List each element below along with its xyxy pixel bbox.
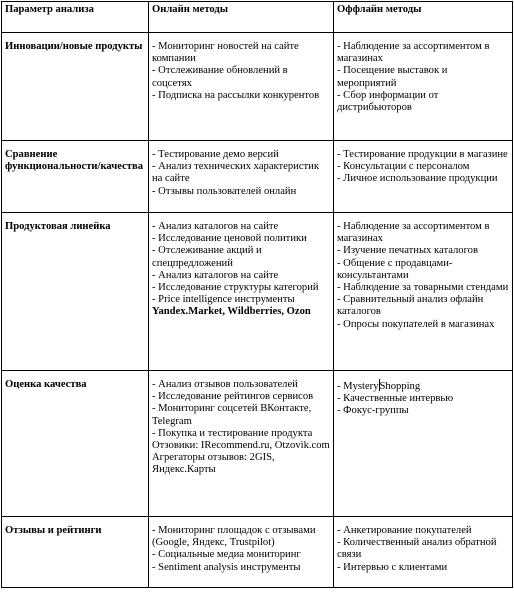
list-item: - Анализ каталогов на сайте (152, 221, 279, 232)
list-item: - Мониторинг площадок с отзывами (Google, Яндекс, Trustpilot) (152, 525, 316, 549)
list-item: - Отслеживание обновлений в соцсетях (152, 65, 288, 89)
table-row (2, 141, 513, 213)
table-row (2, 371, 513, 517)
param-cell (2, 141, 149, 213)
list-item: - Фокус-группы (337, 405, 409, 417)
online-cell (149, 517, 334, 588)
list-item: - Наблюдение за товарными стендами (337, 282, 509, 294)
list-item: - Отзывы пользователей онлайн (152, 185, 297, 197)
marketplace-list: Yandex.Market, Wildberries, Ozon (152, 306, 311, 318)
list-item: - Исследование рейтингов сервисов (152, 391, 314, 403)
param-cell (2, 213, 149, 371)
list-item: - Наблюдение за ассортиментом в магазинах (337, 221, 490, 245)
list-item: - Тестирование демо версий (152, 149, 279, 160)
list-item: - Тестирование продукции в магазине (337, 149, 508, 160)
param-cell (2, 517, 149, 588)
list-item: - Сравнительный анализ офлайн каталогов (337, 294, 484, 318)
list-item-part: Shopping (379, 381, 421, 392)
offline-cell (334, 141, 513, 213)
list-item: - Посещение выставок и мероприятий (337, 65, 448, 89)
list-item: - Покупка и тестирование продукта (152, 427, 313, 439)
list-item: - Сбор информации от дистрибьюторов (337, 89, 439, 114)
list-item: - Изучение печатных каталогов (337, 245, 478, 257)
list-item: - Мониторинг новостей на сайте компании (152, 41, 299, 65)
list-item: - Sentiment analysis инструменты (152, 561, 301, 573)
offline-cell (334, 517, 513, 588)
list-item: - Анкетирование покупателей (337, 525, 472, 536)
list-item: - Общение с продавцами-консультантами (337, 257, 453, 281)
table-row (2, 213, 513, 371)
param-label: Продуктовая линейка (5, 221, 111, 232)
review-aggregators-text: Агрегаторы отзывов: 2GIS, Яндекс.Карты (152, 452, 275, 476)
param-label: Отзывы и рейтинги (5, 525, 102, 536)
list-item: - Социальные медиа мониторинг (152, 549, 301, 561)
list-item: - Исследование ценовой политики (152, 233, 307, 245)
list-item: - Исследование структуры категорий (152, 282, 319, 294)
online-cell (149, 213, 334, 371)
online-cell (149, 371, 334, 517)
list-item-part: - Mystery (337, 381, 379, 392)
list-item: - Подписка на рассылки конкурентов (152, 89, 320, 101)
header-offline: Оффлайн методы (334, 2, 513, 33)
param-label: Инновации/новые продукты (5, 41, 143, 52)
header-param: Параметр анализа (2, 2, 149, 33)
offline-cell (334, 33, 513, 141)
online-cell (149, 141, 334, 213)
list-item: - Наблюдение за ассортиментом в магазинах (337, 41, 490, 65)
param-label: Сравнение функциональности/качества (5, 149, 144, 173)
param-label: Оценка качества (5, 379, 87, 390)
offline-cell (334, 371, 513, 517)
list-item: - Price intelligence инструменты (152, 294, 295, 306)
table-row (2, 517, 513, 588)
list-item: - Интервью с клиентами (337, 561, 448, 573)
param-cell (2, 371, 149, 517)
list-item: - Опросы покупателей в магазинах (337, 318, 495, 330)
offline-cell (334, 213, 513, 371)
list-item: - Личное использование продукции (337, 173, 498, 185)
table-row (2, 33, 513, 141)
list-item: - Консультации с персоналом (337, 161, 470, 173)
list-item: - Количественный анализ обратной связи (337, 537, 497, 561)
list-item: - Мониторинг соцсетей ВКонтакте, Telegram (152, 403, 312, 427)
comparison-table (1, 1, 513, 588)
list-item: - Анализ технических характеристик на сайте (152, 161, 319, 185)
online-cell (149, 33, 334, 141)
review-sites-text: Отзовики: IRecommend.ru, Otzovik.com (152, 440, 330, 452)
list-item: - Анализ отзывов пользователей (152, 379, 298, 390)
list-item: - Анализ каталогов на сайте (152, 269, 279, 281)
table-header-row (2, 2, 513, 33)
header-online: Онлайн методы (149, 2, 334, 33)
param-cell (2, 33, 149, 141)
list-item (337, 379, 509, 393)
list-item: - Качественные интервью (337, 393, 454, 405)
list-item: - Отслеживание акций и спецпредложений (152, 245, 262, 269)
